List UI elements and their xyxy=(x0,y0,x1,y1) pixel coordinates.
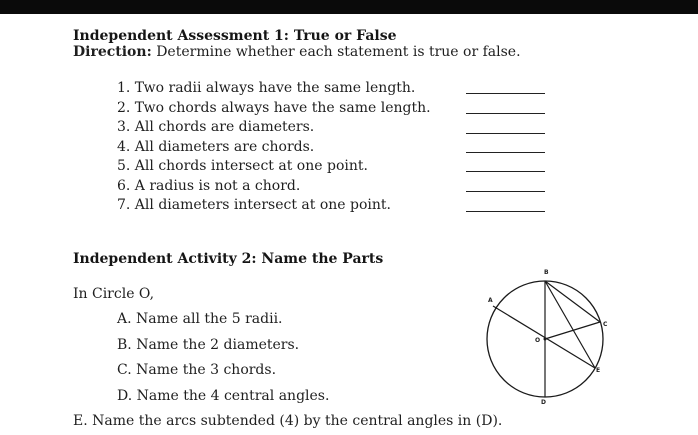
task-e: E. Name the arcs subtended (4) by the central angles in (D). xyxy=(73,413,503,429)
label-a: A xyxy=(488,297,493,304)
answer-blank-2[interactable] xyxy=(466,113,545,114)
label-o: O xyxy=(535,337,541,344)
assessment-1-title: Independent Assessment 1: True or False xyxy=(73,28,397,44)
label-b: B xyxy=(544,269,549,276)
statement-6: 6. A radius is not a chord. xyxy=(117,178,301,194)
direction-text: Determine whether each statement is true or false. xyxy=(151,44,521,60)
statement-3: 3. All chords are diameters. xyxy=(117,119,315,135)
task-c: C. Name the 3 chords. xyxy=(117,362,277,378)
task-a: A. Name all the 5 radii. xyxy=(117,311,283,327)
answer-blank-6[interactable] xyxy=(466,191,545,192)
statement-5: 5. All chords intersect at one point. xyxy=(117,158,368,174)
chord-be xyxy=(545,281,595,368)
statement-4: 4. All diameters are chords. xyxy=(117,139,315,155)
chord-bc xyxy=(545,281,600,322)
label-c: C xyxy=(603,321,608,328)
direction-line xyxy=(73,44,521,60)
statement-1: 1. Two radii always have the same length. xyxy=(117,80,416,96)
label-d: D xyxy=(541,399,546,406)
diameter-ae xyxy=(493,306,595,368)
task-d: D. Name the 4 central angles. xyxy=(117,388,330,404)
direction-label: Direction: xyxy=(73,44,152,60)
statement-2: 2. Two chords always have the same length. xyxy=(117,100,431,116)
statement-7: 7. All diameters intersect at one point. xyxy=(117,197,391,213)
circle-intro: In Circle O, xyxy=(73,286,155,302)
radius-oc xyxy=(545,322,600,339)
answer-blank-4[interactable] xyxy=(466,152,545,153)
circle-o-diagram xyxy=(478,262,618,412)
answer-blank-7[interactable] xyxy=(466,211,545,212)
top-border-bar xyxy=(0,0,698,14)
center-point xyxy=(544,338,547,341)
task-b: B. Name the 2 diameters. xyxy=(117,337,300,353)
answer-blank-3[interactable] xyxy=(466,133,545,134)
answer-blank-1[interactable] xyxy=(466,93,545,94)
answer-blank-5[interactable] xyxy=(466,171,545,172)
label-e: E xyxy=(596,367,601,374)
activity-2-title: Independent Activity 2: Name the Parts xyxy=(73,251,384,267)
